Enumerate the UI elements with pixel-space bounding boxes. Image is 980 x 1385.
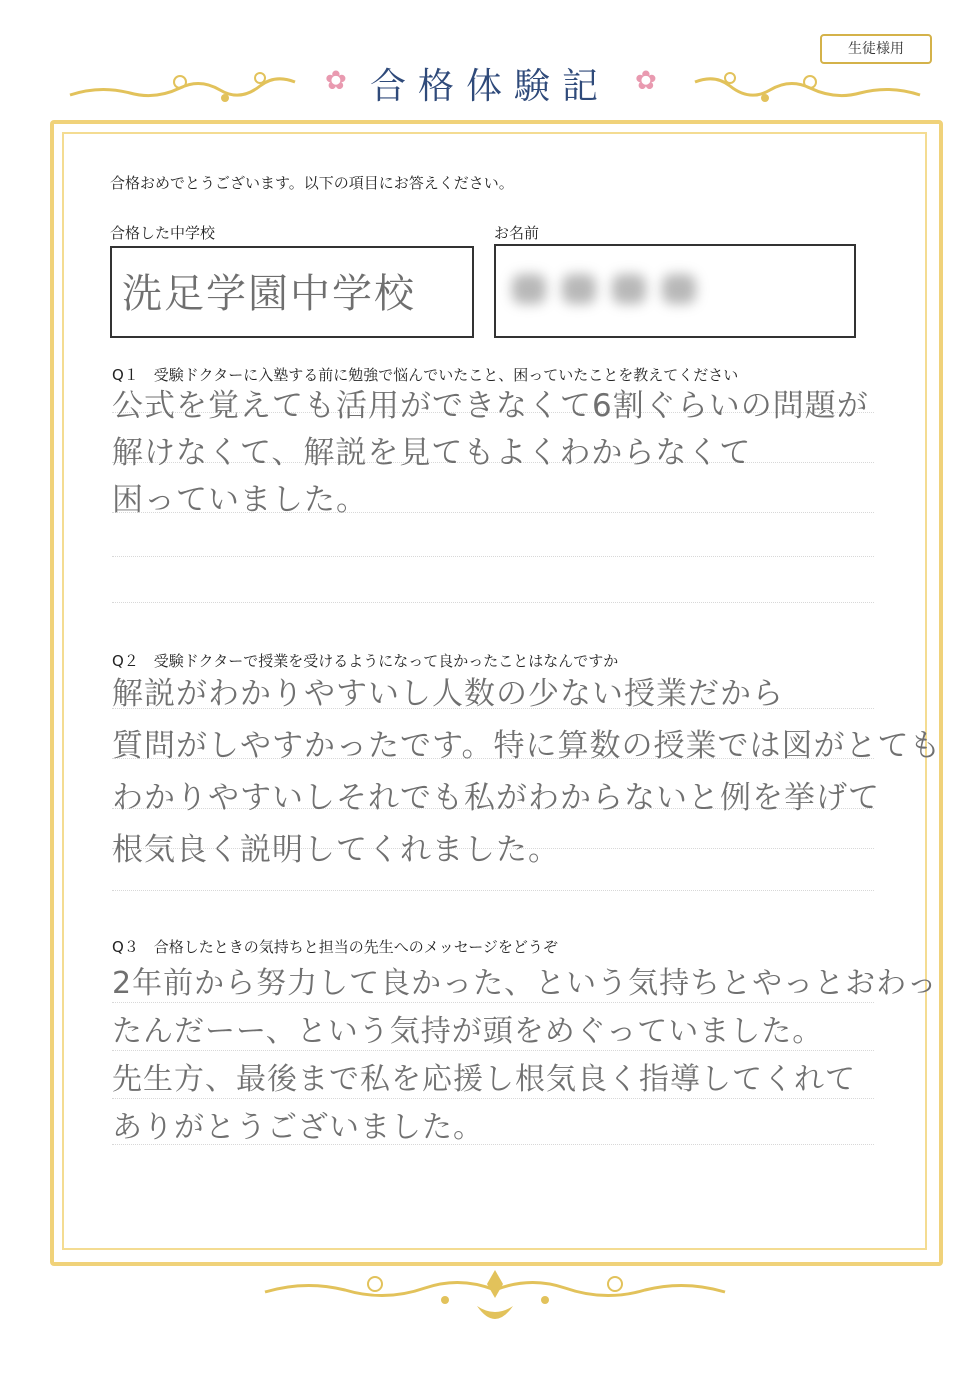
left-flower-icon: ✿ xyxy=(325,66,347,96)
intro-text: 合格おめでとうございます。以下の項目にお答えください。 xyxy=(110,174,514,192)
answer-2-line: 根気良く説明してくれました。 xyxy=(112,832,560,868)
answer-3-line: ありがとうございました。 xyxy=(112,1110,484,1145)
name-label: お名前 xyxy=(494,224,540,242)
answer-2-line: わかりやすいしそれでも私がわからないと例を挙げて xyxy=(112,780,880,816)
answer-3-line: 先生方、最後まで私を応援し根気良く指導してくれて xyxy=(112,1062,856,1097)
redacted-name xyxy=(512,270,712,304)
question-2-label: Q２ 受験ドクターで授業を受けるようになって良かったことはなんですか xyxy=(112,652,619,670)
answer-2-line: 解説がわかりやすいし人数の少ない授業だから xyxy=(112,676,784,712)
answer-1-line: 公式を覚えても活用ができなくて6割ぐらいの問題が xyxy=(112,388,869,424)
bottom-ornament xyxy=(255,1262,735,1342)
question-3-label: Q３ 合格したときの気持ちと担当の先生へのメッセージをどうぞ xyxy=(112,938,558,956)
student-copy-badge: 生徒様用 xyxy=(820,34,932,64)
answer-3-line: たんだーー、という気持が頭をめぐっていました。 xyxy=(112,1014,824,1049)
school-value: 洗足学園中学校 xyxy=(122,271,416,317)
answer-1 xyxy=(112,383,902,524)
answer-2-line: 質問がしやすかったです。特に算数の授業では図がとても xyxy=(112,728,942,764)
page-title: 合格体験記 xyxy=(369,66,610,107)
question-1-label: Q１ 受験ドクターに入塾する前に勉強で悩んでいたこと、困っていたことを教えてください xyxy=(112,366,739,384)
answer-2 xyxy=(112,668,942,876)
right-flower-icon: ✿ xyxy=(635,66,657,96)
answer-3 xyxy=(112,960,938,1152)
answer-1-line: 解けなくて、解説を見てもよくわからなくて xyxy=(112,435,752,471)
answer-3-line: 2年前から努力して良かった、という気持ちとやっとおわっ xyxy=(112,966,938,1001)
answer-1-line: 困っていました。 xyxy=(112,482,368,518)
school-label: 合格した中学校 xyxy=(110,224,216,242)
